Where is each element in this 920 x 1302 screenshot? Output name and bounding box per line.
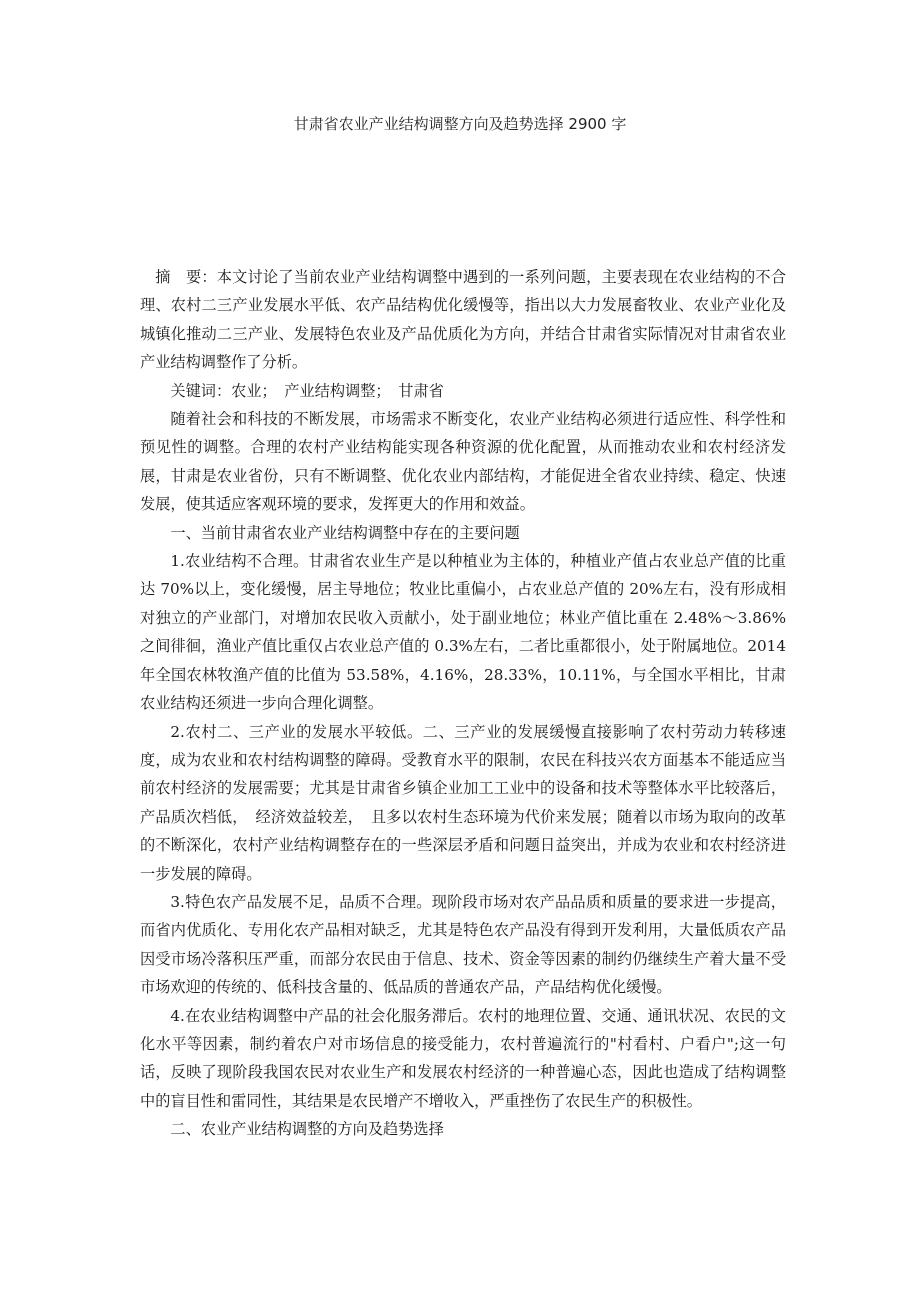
abstract-paragraph: 摘 要：本文讨论了当前农业产业结构调整中遇到的一系列问题，主要表现在农业结构的不合理、农村二三产业发展水平低、农产品结构优化缓慢等，指出以大力发展畜牧业、农业产业化及城镇化推动二三产业、发展特色农业及产品优质化为方向，并结合甘肃省实际情况对甘肃省农业产业结构调整作了分析。 <box>140 268 786 372</box>
section-heading-2: 二、农业产业结构调整的方向及趋势选择 <box>170 1120 444 1139</box>
paragraph-3: 3.特色农产品发展不足，品质不合理。现阶段市场对农产品品质和质量的要求进一步提高，而省内优质化、专用化农产品相对缺乏，尤其是特色农产品没有得到开发利用，大量低质农产品因受市场冷落积压严重，而部分农民由于信息、技术、资金等因素的制约仍继续生产着大量不受市场欢迎的传统的、低科技含量的、低品质的普通农产品，产品结构优化缓慢。 <box>140 892 786 997</box>
document-title: 甘肃省农业产业结构调整方向及趋势选择 2900 字 <box>293 115 627 133</box>
paragraph-4: 4.在农业结构调整中产品的社会化服务滞后。农村的地理位置、交通、通讯状况、农民的文化水平等因素，制约着农户对市场信息的接受能力，农村普遍流行的"村看村、户看户";这一句话，反映了现阶段我国农民对农业生产和发展农村经济的一种普遍心态，因此也造成了结构调整中的盲目性和雷同性，其结果是农民增产不增收入，严重挫伤了农民生产的积极性。 <box>140 1006 786 1110</box>
intro-paragraph: 随着社会和科技的不断发展，市场需求不断变化，农业产业结构必须进行适应性、科学性和预见性的调整。合理的农村产业结构能实现各种资源的优化配置，从而推动农业和农村经济发展，甘肃是农业省份，只有不断调整、优化农业内部结构，才能促进全省农业持续、稳定、快速发展，使其适应客观环境的要求，发挥更大的作用和效益。 <box>140 410 786 514</box>
paragraph-2: 2.农村二、三产业的发展水平较低。二、三产业的发展缓慢直接影响了农村劳动力转移速度，成为农业和农村结构调整的障碍。受教育水平的限制，农民在科技兴农方面基本不能适应当前农村经济的发展需要；尤其是甘肃省乡镇企业加工工业中的设备和技术等整体水平比较落后，产品质次档低， 经济效益较差， 且多以农村生态环境为代价来发展；随着以市场为取向的改革的不断深化，农村产业结构调整存在的一些深层矛盾和问题日益突出，并成为农业和农村经济进一步发展的障碍。 <box>140 722 786 883</box>
paragraph-1: 1.农业结构不合理。甘肃省农业生产是以种植业为主体的，种植业产值占农业总产值的比重达 70%以上，变化缓慢，居主导地位；牧业比重偏小，占农业总产值的 20%左右，没有形成相对独立的产业部门，对增加农民收入贡献小，处于副业地位；林业产值比重在 2.48%～3.86%之间徘徊，渔业产值比重仅占农业总产值的 0.3%左右，二者比重都很小，处于附属地位。2014 年全国农林牧渔产值的比值为 53.58%，4.16%，28.33%，10.11%，与全国水平相比，甘肃农业结构还须进一步向合理化调整。 <box>140 552 786 713</box>
section-heading-1: 一、当前甘肃省农业产业结构调整中存在的主要问题 <box>170 523 520 542</box>
document-body <box>140 263 786 1144</box>
keywords-line: 关键词：农业； 产业结构调整； 甘肃省 <box>170 381 444 400</box>
